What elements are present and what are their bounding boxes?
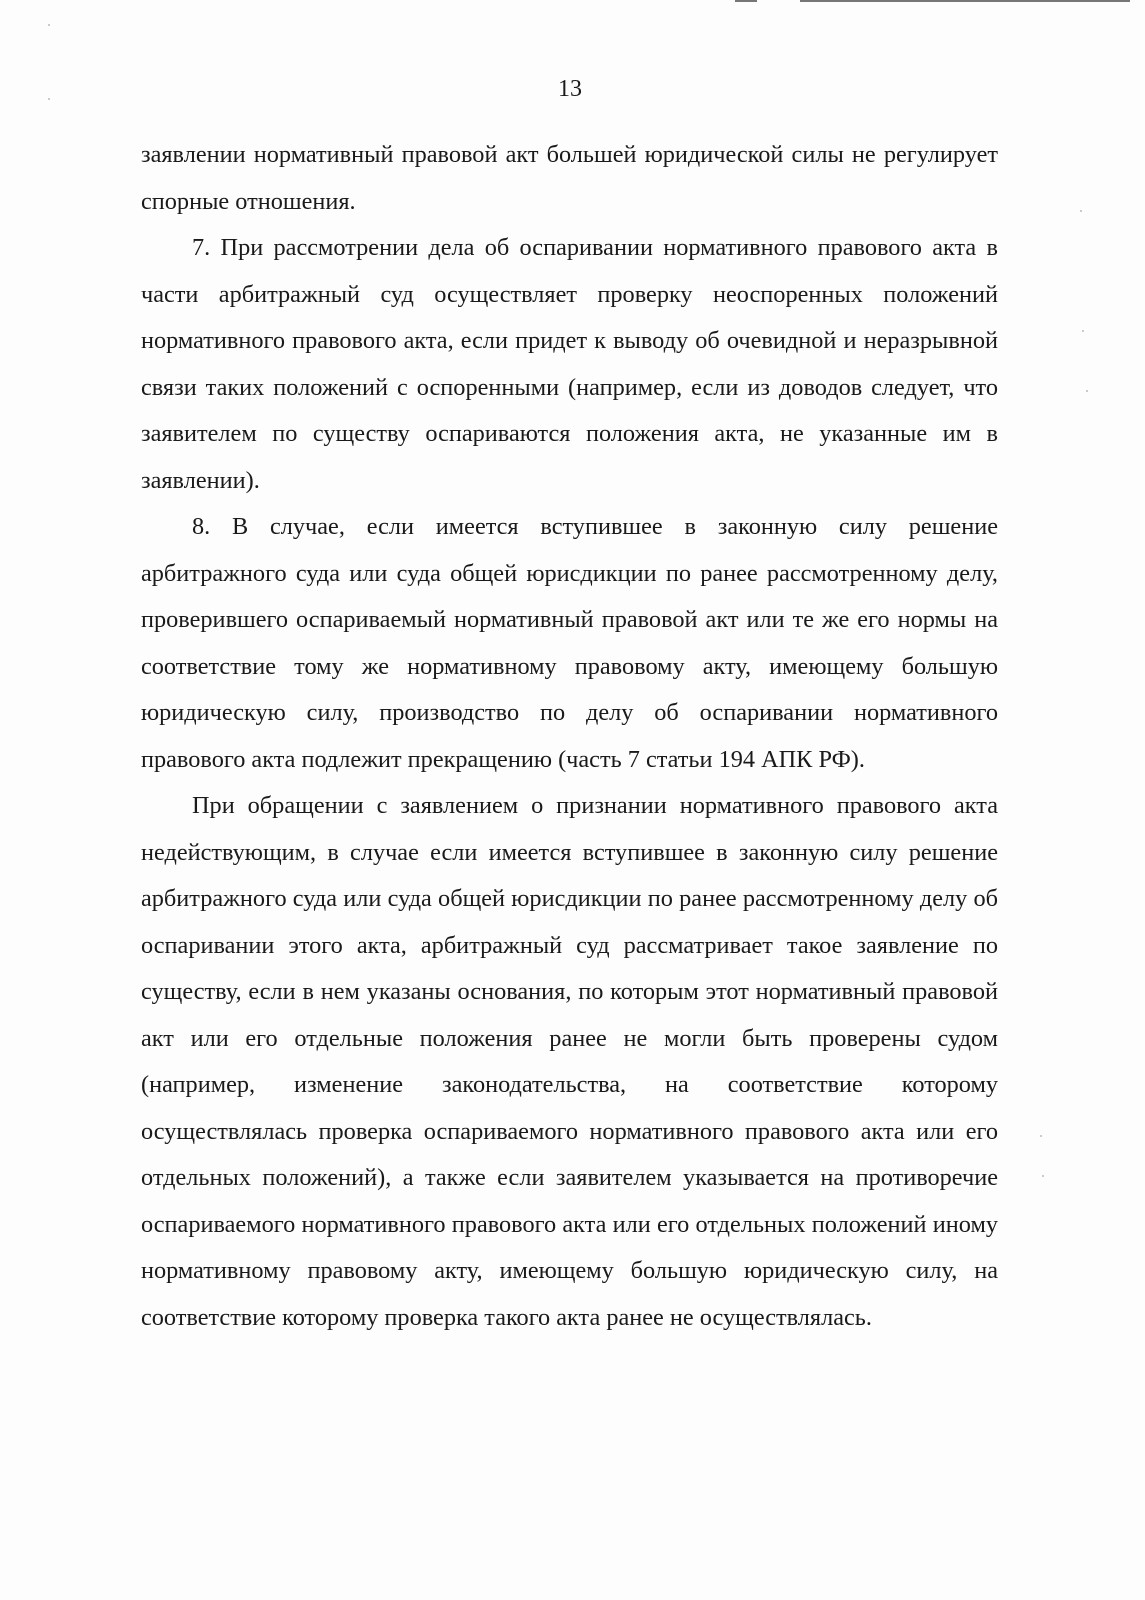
scan-speck [1040, 1135, 1042, 1137]
scan-speck [1080, 210, 1082, 212]
scan-speck [48, 24, 50, 26]
paragraph-continuation: заявлении нормативный правовой акт большей юридической силы не регулирует спорные отношения. [141, 141, 998, 215]
scan-speck [48, 98, 50, 100]
document-body [141, 132, 998, 1341]
page-number: 13 [558, 76, 582, 102]
scan-edge-mark [800, 0, 1130, 2]
scan-speck [1086, 390, 1088, 392]
paragraph-item-8: 8. В случае, если имеется вступившее в законную силу решение арбитражного суда или суда общей юрисдикции по ранее рассмотренному делу, проверившего оспариваемый нормативный правовой акт или те же его нормы на соответствие тому же нормативному правовому акту, имеющему большую юридическую силу, производство по делу об оспаривании нормативного правового акта подлежит прекращению (часть 7 статьи 194 АПК РФ). [141, 513, 998, 773]
scan-edge-mark [735, 0, 757, 2]
scan-speck [1082, 330, 1084, 332]
paragraph-item-8-continued: При обращении с заявлением о признании нормативного правового акта недействующим, в случае если имеется вступившее в законную силу решение арбитражного суда или суда общей юрисдикции по ранее рассмотренному делу об оспаривании этого акта, арбитражный суд рассматривает такое заявление по существу, если в нем указаны основания, по которым этот нормативный правовой акт или его отдельные положения ранее не могли быть проверены судом (например, изменение законодательства, на соответствие которому осуществлялась проверка оспариваемого нормативного правового акта или его отдельных положений), а также если заявителем указывается на противоречие оспариваемого нормативного правового акта или его отдельных положений иному нормативному правовому акту, имеющему большую юридическую силу, на соответствие которому проверка такого акта ранее не осуществлялась. [141, 792, 998, 1331]
scan-speck [1042, 1175, 1044, 1177]
paragraph-item-7: 7. При рассмотрении дела об оспаривании нормативного правового акта в части арбитражный суд осуществляет проверку неоспоренных положений нормативного правового акта, если придет к выводу об очевидной и неразрывной связи таких положений с оспоренными (например, если из доводов следует, что заявителем по существу оспариваются положения акта, не указанные им в заявлении). [141, 234, 998, 494]
